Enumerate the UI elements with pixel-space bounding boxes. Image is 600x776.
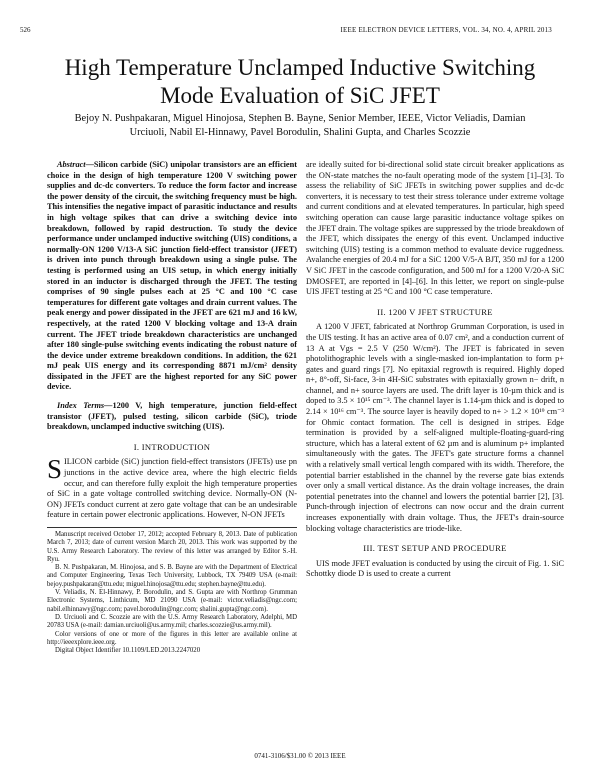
drop-cap: S [47, 454, 63, 485]
abstract-label: Abstract— [57, 160, 94, 169]
jfet-structure-text: A 1200 V JFET, fabricated at Northrop Grumman Corporation, is used in the UIS testing. It has an active area of 0.07 cm², and a conduction current of 13 A at Vgs = 2.5 V (250 W/cm²). The JFET is fabricated in seven photolithographic levels with a single-masked ion-implantation to form p+ gates and guard rings [7]. No epitaxial regrowth is required. Highly doped n+, 8°-off, Si-face, 3-in 4H-SiC substrates with epitaxially grown n− drift, n channel, and n+ source layers are used. The drift layer is 10-µm thick and is doped to 3.5 × 10¹⁵ cm⁻³. The channel layer is 1.14-µm thick and is doped to 2.14 × 10¹⁶ cm⁻³. The source layer is heavily doped to n+ > 1.2 × 10¹⁹ cm⁻³ for Ohmic contact formation. The cell is designed in stripes. Edge termination is provided by a self-aligned multiple-floating-guard-ring structure, which has a lateral extent of 62 µm and is aluminum p+ implanted simultaneously with the gates. The JFET's gate structure forms a channel with a relatively small vertical length compared with its width. Therefore, the potential barrier established in the channel by the reverse gate bias extends over only a small vertical distance. As the drain voltage increases, the drain potential penetrates into the channel and lowers the potential barrier [2], [3]. Punch-through injection of electrons can now occur and the drain current increases exponentially with drain voltage. Thus, the JFET's drain-source blocking voltage characteristics are triode-like. [306, 322, 564, 533]
left-column [47, 160, 297, 655]
index-terms-text: 1200 V, high temperature, junction field-effect transistor (JFET), pulsed testing, silicon carbide (SiC), triode breakdown, unclamped inductive switching (UIS). [47, 401, 298, 432]
footnote-doi: Digital Object Identifier 10.1109/LED.2013.2247020 [55, 647, 201, 655]
page-number: 526 [20, 26, 31, 34]
copyright-footer: 0741-3106/$31.00 © 2013 IEEE [254, 752, 346, 760]
footnote-color-versions: Color versions of one or more of the figures in this letter are available online at http://ieeexplore.ieee.org. [47, 630, 297, 646]
paper-title: High Temperature Unclamped Inductive Switching Mode Evaluation of SiC JFET [64, 55, 536, 108]
author-list: Bejoy N. Pushpakaran, Miguel Hinojosa, Stephen B. Bayne, Senior Member, IEEE, Victor Veliadis, Damian Urciuoli, Nabil El-Hinnawy, Pavel Borodulin, Shalini Gupta, and Charles Scozzie [74, 113, 526, 138]
running-header [0, 26, 600, 38]
abstract-text: Silicon carbide (SiC) unipolar transistors are an efficient choice in the design of high temperature 1200 V switching power supplies and dc-dc converters. To reduce the form factor and increase the power density of the circuit, the switching frequency must be high. This intensifies the negative impact of parasitic inductance and results in high voltage spikes that can drive a switching device into breakdown, followed by rapid destruction. To study the device performance under unclamped inductive switching (UIS) conditions, a normally-ON 1200 V/13-A SiC junction field-effect transistor (JFET) is driven into punch through breakdown using a single pulse. The testing is performed using an UIS setup, in which energy initially stored in an inductor is discharged through the JFET. The testing comprises of 90 single pulses each at 25 °C and 100 °C case temperatures for different gate voltages and drain current values. The peak energy and power dissipated in the JFET are 621 mJ and 16 kW, respectively, at the rated 1200 V blocking voltage and 13-A drain current. The JFET triode breakdown characteristics are unchanged after 180 single-pulse switching events indicating the robust nature of the device under extreme breakdown conditions. In addition, the 621 mJ peak UIS energy and its corresponding 8871 mJ/cm² density dissipated in the JFET are the highest reported for any SiC power device. [47, 160, 297, 392]
footnote-manuscript: Manuscript received October 17, 2012; accepted February 8, 2013. Date of publication March 7, 2013; date of current version March 20, 2013. This work was supported by the U.S. Army Research Laboratory. The review of this letter was arranged by Editor S.-H. Ryu. [47, 531, 297, 563]
intro-continued: are ideally suited for bi-directional solid state circuit breaker applications as the ON-state matches the no-fault operating mode of the system [1]–[3]. To assess the reliability of SiC JFETs in switching power supplies and dc-dc converters, it is necessary to test their stress tolerance under extreme voltage and current conditions and at elevated temperatures. In particular, high speed switching operation can cause large parasitic inductance voltage spikes on the JFET drain. The voltage spikes are suppressed by the triode breakdown of the JFET, which dissipates the energy of this event. Unclamped inductive switching (UIS) testing is a common method to evaluate device ruggedness. Avalanche energies of 20.4 mJ for a SiC 1200 V/5-A BJT, 350 mJ for a 1200 V SiC JFET in the cascode configuration, and 500 mJ for a 1200 V/20-A SiC DMOSFET, are reported in [4]–[6]. In this letter, we report on single-pulse UIS JFET testing at 25 °C and 100 °C case temperature. [306, 160, 564, 297]
index-terms [47, 401, 297, 433]
abstract [47, 160, 297, 393]
test-setup-text: UIS mode JFET evaluation is conducted by using the circuit of Fig. 1. SiC Schottky diode D is used to create a current [306, 558, 564, 579]
footnote-ngc-affiliation: V. Veliadis, N. El-Hinnawy, P. Borodulin, and S. Gupta are with Northrop Grumman Electronic Systems, Linthicum, MD 21090 USA (e-mail: victor.veliadis@ngc.com; nabil.elhinnawy@ngc.com; pavel.borodulin@ngc.com; shalini.gupta@ngc.com). [47, 589, 297, 613]
footnote-arl-affiliation: D. Urciuoli and C. Scozzie are with the U.S. Army Research Laboratory, Adelphi, MD 20783 USA (e-mail: damian.urciuoli@us.army.mil; charles.scozzie@us.army.mil). [47, 613, 297, 630]
index-terms-label: Index Terms— [57, 401, 113, 411]
section-heading-introduction: I. INTRODUCTION [133, 441, 211, 452]
section-heading-jfet-structure: II. 1200 V JFET STRUCTURE [377, 306, 493, 317]
section-heading-test-setup: III. TEST SETUP AND PROCEDURE [363, 543, 507, 554]
footnote-ttu-affiliation: B. N. Pushpakaran, M. Hinojosa, and S. B. Bayne are with the Department of Electrical and Computer Engineering, Texas Tech University, Lubbock, TX 79409 USA (e-mail: bejoy.pushpakaran@ttu.edu; miguel.hinojosa@ttu.edu; stephen.bayne@ttu.edu). [47, 564, 297, 588]
journal-info: IEEE ELECTRON DEVICE LETTERS, VOL. 34, NO. 4, APRIL 2013 [340, 26, 552, 34]
intro-text: ILICON carbide (SiC) junction field-effect transistors (JFETs) use pn junctions in the active device area, where the high electric fields occur, and can therefore fully exploit the high temperature properties of SiC in a gate voltage controlled switching device. Normally-ON (N-ON) JFETs conduct current at zero gate voltage that can be an undesirable feature in certain power electronic applications. However, N-ON JFETs [47, 457, 297, 520]
right-column [306, 160, 564, 580]
footnote-divider [47, 527, 297, 528]
intro-paragraph [47, 454, 297, 521]
